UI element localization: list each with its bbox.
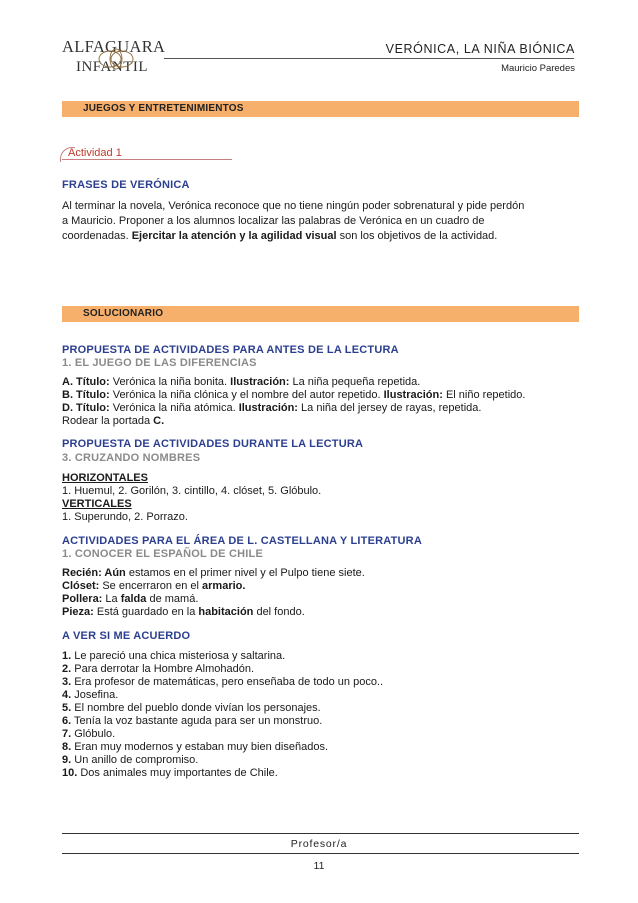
- description-line-1: Al terminar la novela, Verónica reconoce que no tiene ningún poder sobrenatural y pide perdón: [62, 200, 525, 212]
- vocab-line: [62, 580, 245, 593]
- horizontales-label: HORIZONTALES: [62, 472, 148, 484]
- list-item: 7. Glóbulo.: [62, 728, 116, 740]
- verticales-text: 1. Superundo, 2. Porrazo.: [62, 511, 188, 523]
- logo-knot-icon: [96, 46, 136, 72]
- activity-description: [62, 199, 582, 244]
- logo-line-1: ALFAGUARA: [62, 37, 166, 56]
- list-item: 3. Era profesor de matemáticas, pero enseñaba de todo un poco..: [62, 676, 384, 688]
- answer-key: Ilustración:: [383, 389, 443, 401]
- vocab-text: de mamá.: [146, 593, 199, 605]
- description-line-3: [62, 229, 582, 244]
- vocab-equivalent: falda: [120, 593, 147, 605]
- list-item: 10. Dos animales muy importantes de Chile.: [62, 767, 278, 779]
- list-item: 6. Tenía la voz bastante aguda para ser un monstruo.: [62, 715, 323, 727]
- list-item: 8. Eran muy modernos y estaban muy bien diseñados.: [62, 741, 328, 753]
- page-number: 11: [313, 860, 325, 872]
- description-line-2: a Mauricio. Proponer a los alumnos localizar las palabras de Verónica en un cuadro de: [62, 215, 485, 227]
- answer-key: D. Título:: [62, 402, 110, 414]
- verticales-label: VERTICALES: [62, 498, 132, 510]
- answer-line: [62, 415, 164, 428]
- block-heading: A VER SI ME ACUERDO: [62, 630, 191, 642]
- description-emphasis: Ejercitar la atención y la agilidad visual: [131, 230, 337, 242]
- vocab-equivalent: armario.: [202, 580, 246, 592]
- list-item: 2. Para derrotar la Hombre Almohadón.: [62, 663, 255, 675]
- section-bar-label: SOLUCIONARIO: [83, 308, 164, 319]
- list-item: 5. El nombre del pueblo donde vivían los personajes.: [62, 702, 321, 714]
- block-subheading: 3. CRUZANDO NOMBRES: [62, 452, 201, 464]
- book-title: VERÓNICA, LA NIÑA BIÓNICA: [385, 42, 575, 56]
- answer-text: Verónica la niña atómica.: [109, 402, 239, 414]
- answer-key: B. Título:: [62, 389, 110, 401]
- answers-list: [62, 650, 383, 780]
- description-text-end: son los objetivos de la actividad.: [336, 230, 498, 242]
- logo-line-2: INFANTIL: [75, 59, 149, 75]
- footer-rule-top: [62, 833, 579, 834]
- book-author: Mauricio Paredes: [501, 63, 575, 74]
- vocab-text: del fondo.: [253, 606, 305, 618]
- header-rule: [164, 58, 574, 59]
- section-bar-label: JUEGOS Y ENTRETENIMIENTOS: [83, 103, 244, 114]
- vocab-term: Pieza:: [62, 606, 94, 618]
- section-bar-juegos: [62, 101, 579, 117]
- answer-text: El niño repetido.: [442, 389, 526, 401]
- vocab-line: [62, 593, 198, 606]
- description-text: coordenadas.: [62, 230, 132, 242]
- activity-heading: FRASES DE VERÓNICA: [62, 179, 190, 191]
- answer-line: [62, 389, 525, 402]
- answer-text: Verónica la niña clónica y el nombre del autor repetido.: [109, 389, 384, 401]
- vocab-term: Recién: Aún: [62, 567, 126, 579]
- footer-rule-bottom: [62, 853, 579, 854]
- list-item: 9. Un anillo de compromiso.: [62, 754, 199, 766]
- block-heading: ACTIVIDADES PARA EL ÁREA DE L. CASTELLANA Y LITERATURA: [62, 535, 422, 547]
- block-subheading: 1. EL JUEGO DE LAS DIFERENCIAS: [62, 357, 257, 369]
- section-bar-solucionario: [62, 306, 579, 322]
- vocab-text: Se encerraron en el: [99, 580, 203, 592]
- vocab-line: [62, 567, 365, 580]
- answer-line: [62, 402, 481, 415]
- answer-key: A. Título:: [62, 376, 110, 388]
- block-heading: PROPUESTA DE ACTIVIDADES PARA ANTES DE LA LECTURA: [62, 344, 399, 356]
- block-heading: PROPUESTA DE ACTIVIDADES DURANTE LA LECTURA: [62, 438, 364, 450]
- vocab-text: Está guardado en la: [93, 606, 199, 618]
- list-item: 1. Le pareció una chica misteriosa y saltarina.: [62, 650, 286, 662]
- vocab-text: La: [102, 593, 121, 605]
- vocab-text: estamos en el primer nivel y el Pulpo tiene siete.: [125, 567, 365, 579]
- answer-text: La niña del jersey de rayas, repetida.: [297, 402, 482, 414]
- answer-line: [62, 376, 420, 389]
- horizontales-text: 1. Huemul, 2. Gorilón, 3. cintillo, 4. clóset, 5. Glóbulo.: [62, 485, 322, 497]
- vocab-line: [62, 606, 305, 619]
- list-item: 4. Josefina.: [62, 689, 119, 701]
- answer-text: Verónica la niña bonita.: [109, 376, 231, 388]
- footer-label: Profesor/a: [290, 838, 348, 850]
- answer-key: C.: [153, 415, 165, 427]
- block-subheading: 1. CONOCER EL ESPAÑOL DE CHILE: [62, 548, 263, 560]
- vocab-term: Clóset:: [62, 580, 100, 592]
- answer-key: Ilustración:: [230, 376, 290, 388]
- activity-label: Actividad 1: [68, 147, 122, 159]
- answer-text: Rodear la portada: [62, 415, 154, 427]
- answer-text: La niña pequeña repetida.: [289, 376, 421, 388]
- activity-rule: [62, 159, 232, 160]
- vocab-equivalent: habitación: [198, 606, 254, 618]
- vocab-term: Pollera:: [62, 593, 103, 605]
- answer-key: Ilustración:: [238, 402, 298, 414]
